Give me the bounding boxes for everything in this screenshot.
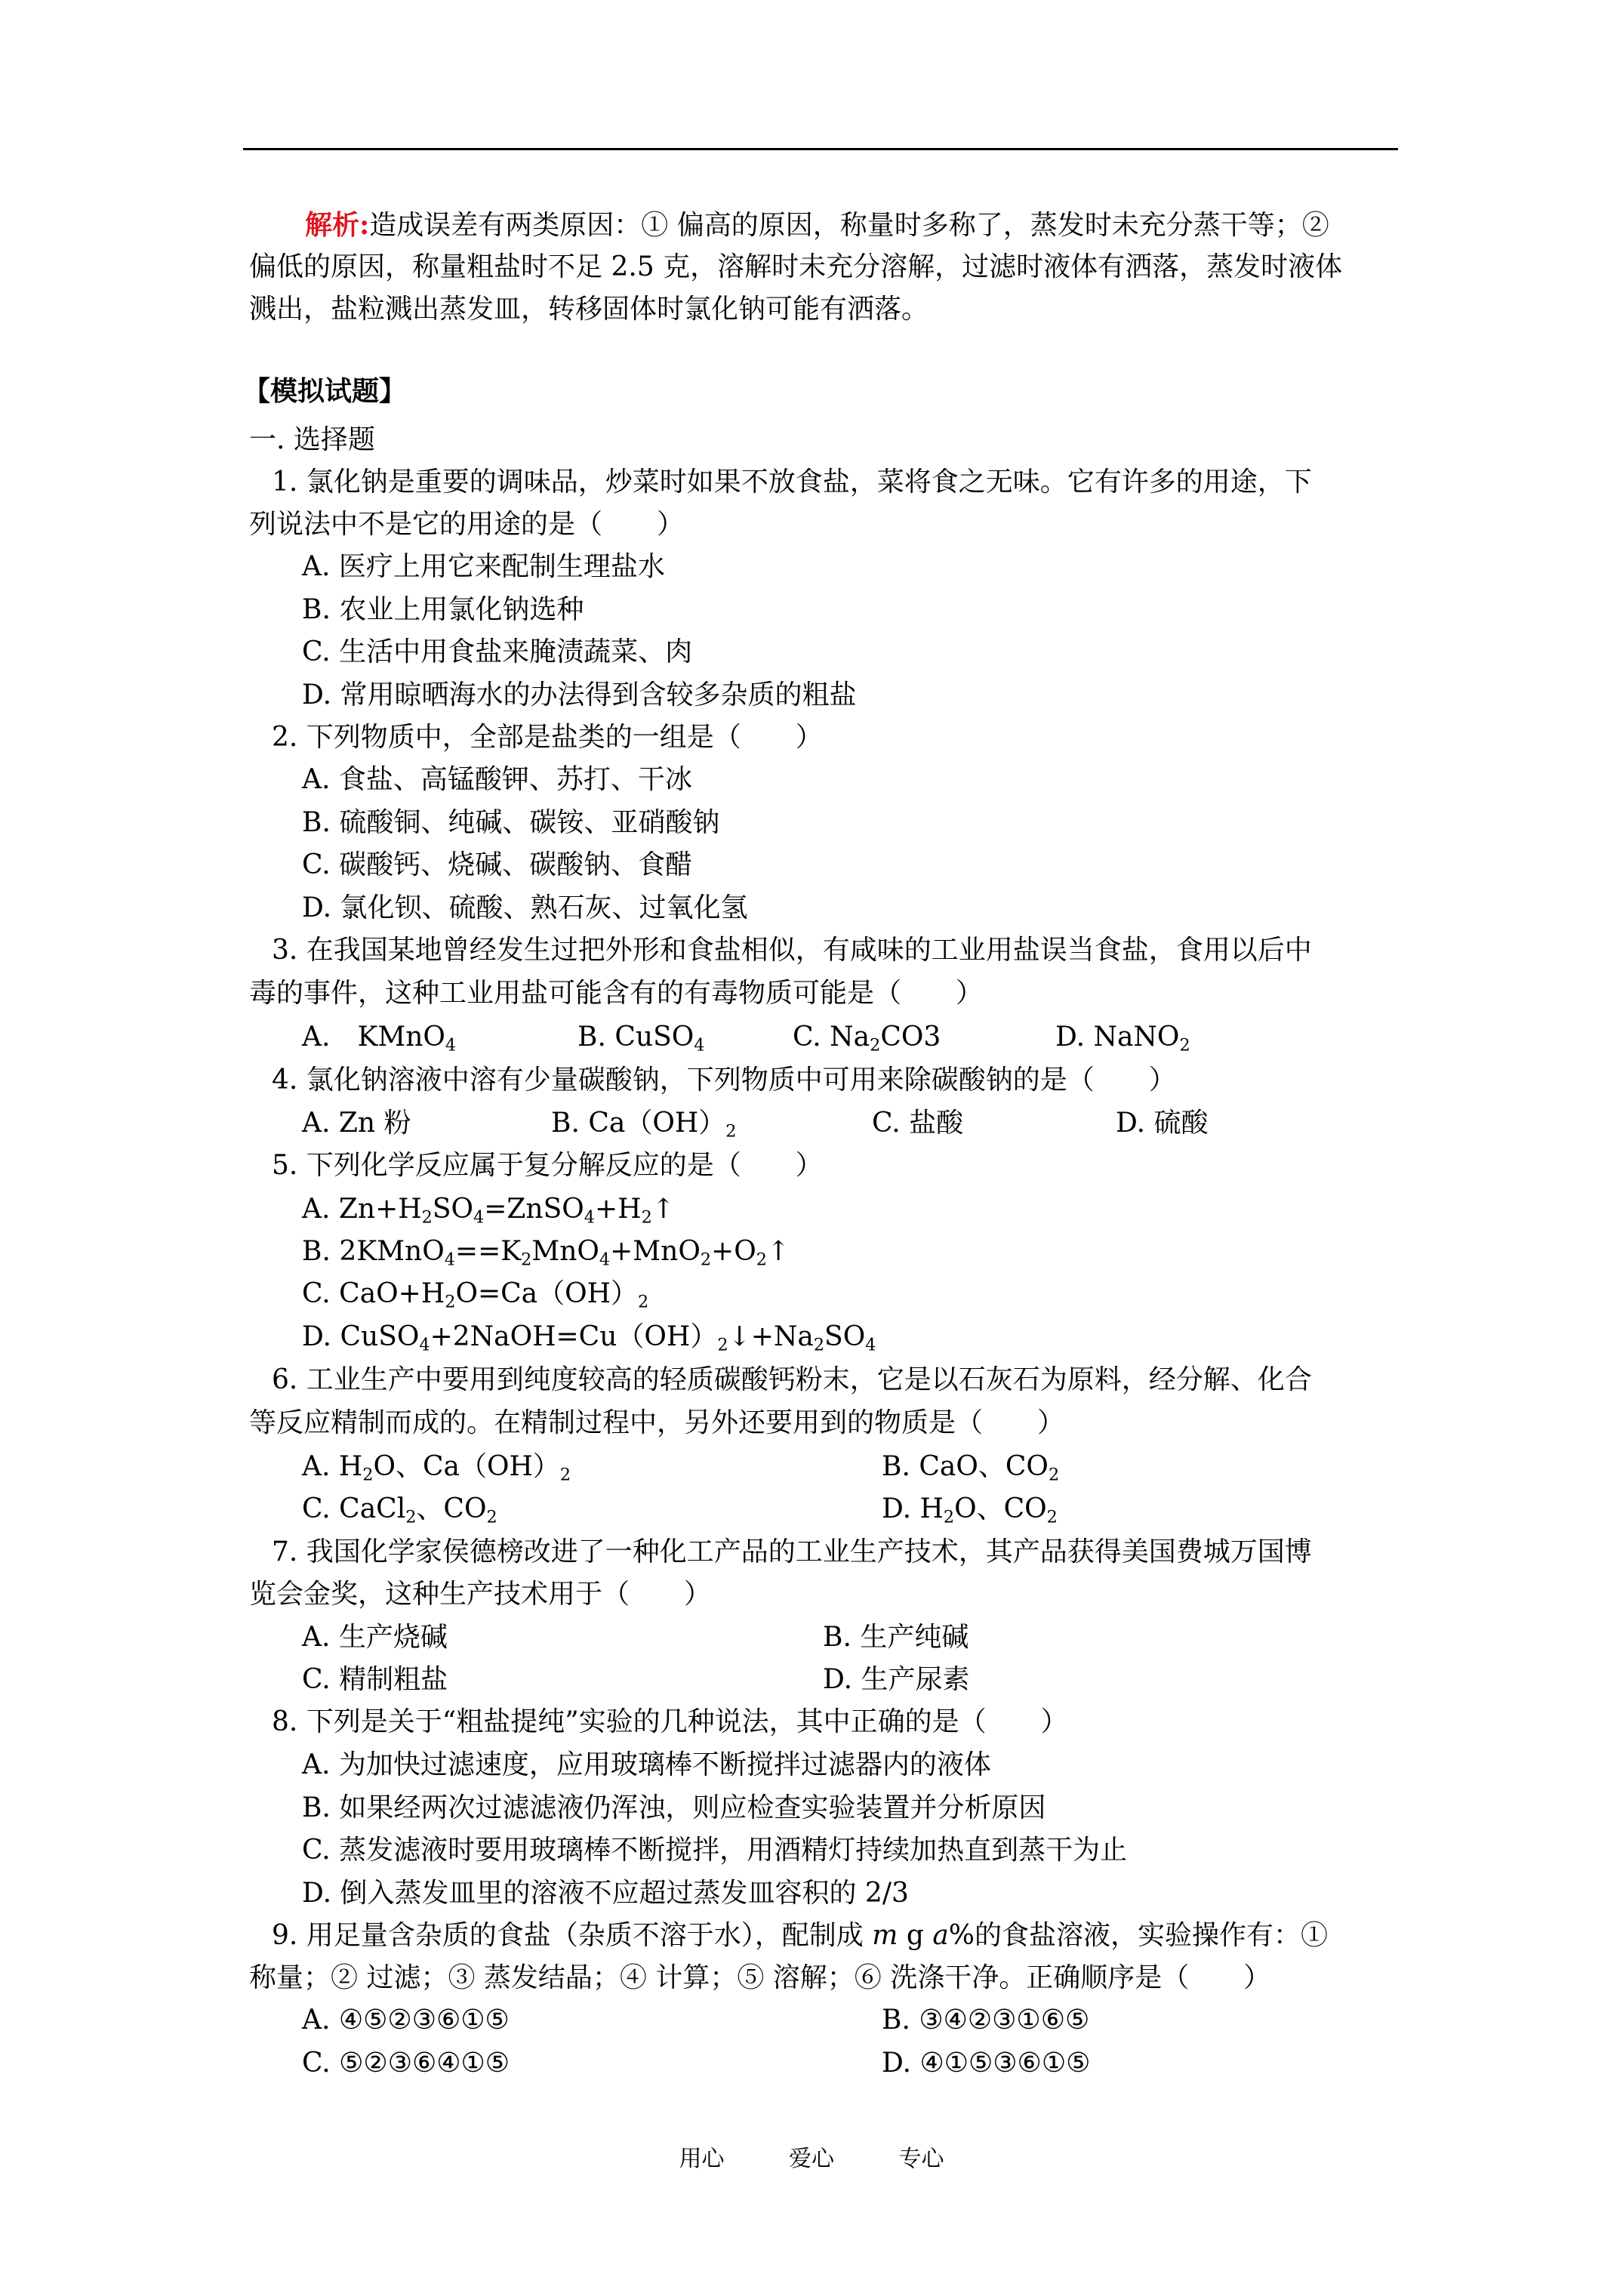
section-title: 【模拟试题】 (243, 375, 407, 407)
q2-option-b: B. 硫酸铜、纯碱、碳铵、亚硝酸钠 (302, 807, 720, 838)
q1-stem-line-1: 1. 氯化钠是重要的调味品，炒菜时如果不放食盐，菜将食之无味。它有许多的用途，下 (272, 467, 1312, 498)
q1-option-c: C. 生活中用食盐来腌渍蔬菜、肉 (302, 636, 693, 667)
q1-option-a: A. 医疗上用它来配制生理盐水 (302, 551, 665, 582)
q2-stem: 2. 下列物质中，全部是盐类的一组是（ ） (272, 722, 823, 753)
part-title: 一. 选择题 (249, 424, 375, 455)
q7-stem-line-1: 7. 我国化学家侯德榜改进了一种化工产品的工业生产技术，其产品获得美国费城万国博 (272, 1536, 1312, 1567)
q6-stem-line-2: 等反应精制而成的。在精制过程中，另外还要用到的物质是（ ） (249, 1407, 1065, 1438)
q6-option-c: C. CaCl$_2$、$CO_2$ (302, 1493, 497, 1527)
analysis-line-1: 解析:造成误差有两类原因：① 偏高的原因，称量时多称了，蒸发时未充分蒸干等；② (305, 209, 1329, 241)
q5-option-b: B. $2KMnO_4==K_2MnO_4+MnO_2+O_2↑$ (302, 1236, 790, 1270)
q4-option-a: A. Zn 粉 (302, 1108, 411, 1139)
q9-stem-line-1: 9. 用足量含杂质的食盐（杂质不溶于水），配制成 m g a%的食盐溶液，实验操作有：① (272, 1920, 1329, 1951)
footer-word-1: 用心 (679, 2146, 725, 2172)
q2-option-d: D. 氯化钡、硫酸、熟石灰、过氧化氢 (302, 892, 748, 923)
q3-stem-line-1: 3. 在我国某地曾经发生过把外形和食盐相似，有咸味的工业用盐误当食盐，食用以后中 (272, 935, 1312, 966)
q5-option-c: C. $CaO+H_2O=Ca(OH)_2$ (302, 1278, 649, 1312)
q1-option-d: D. 常用晾晒海水的办法得到含较多杂质的粗盐 (302, 680, 857, 710)
header-rule (243, 148, 1398, 150)
q7-option-b: B. 生产纯碱 (823, 1622, 969, 1653)
q5-stem: 5. 下列化学反应属于复分解反应的是（ ） (272, 1150, 823, 1181)
q6-option-b: B. CaO、$CO_2$ (882, 1451, 1060, 1485)
analysis-line-3: 溅出，盐粒溅出蒸发皿，转移固体时氯化钠可能有洒落。 (249, 294, 929, 325)
q1-option-b: B. 农业上用氯化钠选种 (302, 594, 584, 625)
q9-option-b: B. ③④②③①⑥⑤ (882, 2005, 1090, 2036)
q4-option-c: C. 盐酸 (872, 1108, 964, 1139)
q7-option-c: C. 精制粗盐 (302, 1664, 448, 1695)
analysis-label: 解析: (305, 209, 370, 241)
q9-stem-line-2: 称量；② 过滤；③ 蒸发结晶；④ 计算；⑤ 溶解；⑥ 洗涤干净。正确顺序是（ ） (249, 1962, 1271, 1993)
q6-option-a: A. $H_2O$、$Ca(OH)_2$ (302, 1451, 571, 1485)
q5-option-a: A. $Zn+H_2SO_4=ZnSO_4+H_2↑$ (302, 1194, 675, 1228)
q4-option-d: D. 硫酸 (1116, 1108, 1209, 1139)
q9-option-c: C. ⑤②③⑥④①⑤ (302, 2048, 510, 2079)
analysis-line-2: 偏低的原因，称量粗盐时不足 2.5 克，溶解时未充分溶解，过滤时液体有洒落，蒸发时液体 (249, 251, 1343, 282)
q9-option-a: A. ④⑤②③⑥①⑤ (302, 2005, 510, 2036)
q1-stem-line-2: 列说法中不是它的用途的是（ ） (249, 509, 685, 540)
q7-stem-line-2: 览会金奖，这种生产技术用于（ ） (249, 1579, 712, 1610)
q5-option-d: D. $CuSO_4+2NaOH=Cu(OH)_2↓+Na_2SO_4$ (302, 1321, 876, 1355)
q6-stem-line-1: 6. 工业生产中要用到纯度较高的轻质碳酸钙粉末，它是以石灰石为原料，经分解、化合 (272, 1364, 1312, 1395)
q6-option-d: D. $H_2O$、$CO_2$ (882, 1493, 1058, 1527)
q3-option-b: B. CuSO$_4$ (577, 1022, 705, 1056)
q3-option-c: C. $Na_2CO3$ (793, 1022, 941, 1056)
q8-stem: 8. 下列是关于“粗盐提纯”实验的几种说法，其中正确的是（ ） (272, 1706, 1068, 1737)
q8-option-b: B. 如果经两次过滤滤液仍浑浊，则应检查实验装置并分析原因 (302, 1792, 1046, 1823)
q2-option-a: A. 食盐、高锰酸钾、苏打、干冰 (302, 764, 692, 795)
q8-option-c: C. 蒸发滤液时要用玻璃棒不断搅拌，用酒精灯持续加热直到蒸干为止 (302, 1835, 1128, 1866)
footer-word-3: 专心 (898, 2146, 944, 2172)
q3-stem-line-2: 毒的事件，这种工业用盐可能含有的有毒物质可能是（ ） (249, 978, 984, 1009)
q4-stem: 4. 氯化钠溶液中溶有少量碳酸钠，下列物质中可用来除碳酸钠的是（ ） (272, 1065, 1176, 1096)
q9-option-d: D. ④①⑤③⑥①⑤ (882, 2048, 1091, 2079)
q3-option-a: A. KMnO$_4$ (302, 1022, 457, 1056)
q3-option-d: D. NaNO$_2$ (1055, 1022, 1190, 1056)
q4-option-b: B. $Ca(OH)_2$ (551, 1108, 737, 1142)
footer-word-2: 爱心 (789, 2146, 834, 2172)
q7-option-a: A. 生产烧碱 (302, 1622, 448, 1653)
q2-option-c: C. 碳酸钙、烧碱、碳酸钠、食醋 (302, 849, 693, 880)
page-footer (0, 2144, 1623, 2174)
q7-option-d: D. 生产尿素 (823, 1664, 970, 1695)
q8-option-a: A. 为加快过滤速度，应用玻璃棒不断搅拌过滤器内的液体 (302, 1749, 991, 1780)
q8-option-d: D. 倒入蒸发皿里的溶液不应超过蒸发皿容积的 2/3 (302, 1878, 909, 1909)
